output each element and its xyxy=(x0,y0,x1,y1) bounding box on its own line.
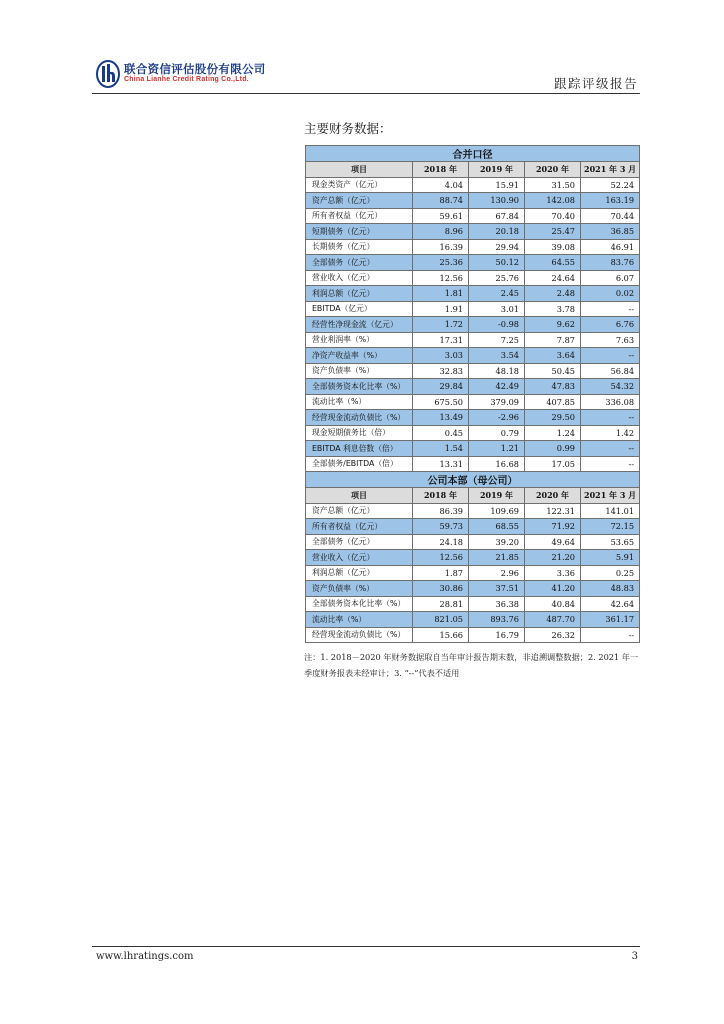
table-cell: -- xyxy=(581,456,640,472)
table-cell: 16.68 xyxy=(469,456,525,472)
table-cell: 40.84 xyxy=(525,596,581,612)
table-cell: 20.18 xyxy=(469,224,525,240)
column-header: 2020 年 xyxy=(525,162,581,178)
table-cell: 88.74 xyxy=(413,193,469,209)
table-row xyxy=(306,208,640,224)
table-cell: 49.64 xyxy=(525,534,581,550)
table-cell: 32.83 xyxy=(413,363,469,379)
table-cell: 46.91 xyxy=(581,239,640,255)
table-cell: 142.08 xyxy=(525,193,581,209)
row-label: 全部债务资本化比率（%） xyxy=(306,379,413,395)
table-cell: 50.45 xyxy=(525,363,581,379)
table-cell: 41.20 xyxy=(525,581,581,597)
row-label: 资产负债率（%） xyxy=(306,363,413,379)
table-row xyxy=(306,363,640,379)
row-label: 经营现金流动负债比（%） xyxy=(306,410,413,426)
table-cell: 12.56 xyxy=(413,550,469,566)
table-cell: 9.62 xyxy=(525,317,581,333)
table-cell: 21.20 xyxy=(525,550,581,566)
row-label: 利润总额（亿元） xyxy=(306,286,413,302)
table-cell: 29.84 xyxy=(413,379,469,395)
table-cell: 2.45 xyxy=(469,286,525,302)
table-cell: 48.83 xyxy=(581,581,640,597)
table-row xyxy=(306,177,640,193)
row-label: 资产负债率（%） xyxy=(306,581,413,597)
column-header: 2019 年 xyxy=(469,488,525,504)
consolidated-header-row xyxy=(306,162,640,178)
table-cell: 50.12 xyxy=(469,255,525,271)
row-label: 资产总额（亿元） xyxy=(306,503,413,519)
row-label: 经营现金流动负债比（%） xyxy=(306,627,413,643)
row-label: 现金类资产（亿元） xyxy=(306,177,413,193)
lianhe-logo-icon xyxy=(96,60,120,88)
row-label: 所有者权益（亿元） xyxy=(306,519,413,535)
table-row xyxy=(306,255,640,271)
table-cell: 72.15 xyxy=(581,519,640,535)
column-header: 2021 年 3 月 xyxy=(581,162,640,178)
column-header: 2020 年 xyxy=(525,488,581,504)
table-cell: 13.31 xyxy=(413,456,469,472)
table-row xyxy=(306,394,640,410)
table-cell: 0.25 xyxy=(581,565,640,581)
table-cell: 25.36 xyxy=(413,255,469,271)
table-cell: 24.64 xyxy=(525,270,581,286)
table-cell: -2.96 xyxy=(469,410,525,426)
table-cell: 24.18 xyxy=(413,534,469,550)
parent-title: 公司本部（母公司） xyxy=(306,472,640,488)
table-row xyxy=(306,612,640,628)
table-cell: 37.51 xyxy=(469,581,525,597)
section-title: 主要财务数据： xyxy=(304,121,392,136)
table-cell: 109.69 xyxy=(469,503,525,519)
row-label: 营业收入（亿元） xyxy=(306,550,413,566)
report-type: 跟踪评级报告 xyxy=(553,76,638,91)
table-cell: 163.19 xyxy=(581,193,640,209)
table-cell: -- xyxy=(581,410,640,426)
row-label: 经营性净现金流（亿元） xyxy=(306,317,413,333)
row-label: 利润总额（亿元） xyxy=(306,565,413,581)
row-label: 全部债务（亿元） xyxy=(306,534,413,550)
column-header: 项目 xyxy=(306,488,413,504)
financial-data-table xyxy=(305,145,640,643)
column-header: 2018 年 xyxy=(413,162,469,178)
table-cell: 7.87 xyxy=(525,332,581,348)
table-row xyxy=(306,332,640,348)
column-header: 项目 xyxy=(306,162,413,178)
table-cell: 2.48 xyxy=(525,286,581,302)
table-cell: 31.50 xyxy=(525,177,581,193)
column-header: 2018 年 xyxy=(413,488,469,504)
footer-url: www.lhratings.com xyxy=(96,951,194,962)
table-cell: 3.36 xyxy=(525,565,581,581)
row-label: 流动比率（%） xyxy=(306,612,413,628)
row-label: 长期债务（亿元） xyxy=(306,239,413,255)
table-cell: 53.65 xyxy=(581,534,640,550)
table-row xyxy=(306,301,640,317)
table-row xyxy=(306,565,640,581)
table-cell: 25.76 xyxy=(469,270,525,286)
table-cell: 1.91 xyxy=(413,301,469,317)
table-cell: 0.99 xyxy=(525,441,581,457)
table-cell: 821.05 xyxy=(413,612,469,628)
table-cell: 36.38 xyxy=(469,596,525,612)
table-cell: 47.83 xyxy=(525,379,581,395)
table-cell: 86.39 xyxy=(413,503,469,519)
table-row xyxy=(306,239,640,255)
financial-data-table-wrapper xyxy=(305,145,639,643)
table-cell: 3.01 xyxy=(469,301,525,317)
table-cell: 0.02 xyxy=(581,286,640,302)
table-cell: 130.90 xyxy=(469,193,525,209)
table-cell: 675.50 xyxy=(413,394,469,410)
table-cell: 59.61 xyxy=(413,208,469,224)
table-cell: 3.54 xyxy=(469,348,525,364)
table-cell: 64.55 xyxy=(525,255,581,271)
table-row xyxy=(306,441,640,457)
table-cell: 39.08 xyxy=(525,239,581,255)
table-cell: 3.64 xyxy=(525,348,581,364)
table-cell: 15.91 xyxy=(469,177,525,193)
table-cell: 7.63 xyxy=(581,332,640,348)
table-row xyxy=(306,550,640,566)
column-header: 2019 年 xyxy=(469,162,525,178)
table-cell: 52.24 xyxy=(581,177,640,193)
company-name-en: China Lianhe Credit Rating Co.,Ltd. xyxy=(124,76,249,83)
table-row xyxy=(306,519,640,535)
row-label: 所有者权益（亿元） xyxy=(306,208,413,224)
table-cell: 42.49 xyxy=(469,379,525,395)
table-cell: 3.78 xyxy=(525,301,581,317)
table-cell: 12.56 xyxy=(413,270,469,286)
table-cell: 5.91 xyxy=(581,550,640,566)
row-label: 全部债务资本化比率（%） xyxy=(306,596,413,612)
table-cell: 39.20 xyxy=(469,534,525,550)
table-cell: 0.79 xyxy=(469,425,525,441)
table-cell: 48.18 xyxy=(469,363,525,379)
table-cell: 13.49 xyxy=(413,410,469,426)
header-divider xyxy=(92,93,640,94)
page-number: 3 xyxy=(631,951,638,962)
company-name-cn: 联合资信评估股份有限公司 xyxy=(124,62,266,76)
table-cell: 17.05 xyxy=(525,456,581,472)
table-cell: 29.94 xyxy=(469,239,525,255)
table-row xyxy=(306,627,640,643)
table-cell: 4.04 xyxy=(413,177,469,193)
table-note: 注：1. 2018－2020 年财务数据取自当年审计报告期末数，非追溯调整数据；2. 2021 年一季度财务报表未经审计；3. “--”代表不适用 xyxy=(304,652,639,678)
parent-header-row xyxy=(306,488,640,504)
table-cell: 28.81 xyxy=(413,596,469,612)
row-label: EBITDA（亿元） xyxy=(306,301,413,317)
company-logo xyxy=(96,60,286,90)
row-label: 全部债务（亿元） xyxy=(306,255,413,271)
row-label: 现金短期债务比（倍） xyxy=(306,425,413,441)
table-row xyxy=(306,286,640,302)
row-label: 营业收入（亿元） xyxy=(306,270,413,286)
table-cell: 17.31 xyxy=(413,332,469,348)
table-cell: 26.32 xyxy=(525,627,581,643)
row-label: 资产总额（亿元） xyxy=(306,193,413,209)
table-cell: 1.87 xyxy=(413,565,469,581)
table-cell: 25.47 xyxy=(525,224,581,240)
consolidated-title-row xyxy=(306,146,640,162)
table-cell: 59.73 xyxy=(413,519,469,535)
table-cell: 36.85 xyxy=(581,224,640,240)
table-row xyxy=(306,534,640,550)
table-cell: -- xyxy=(581,348,640,364)
table-cell: -- xyxy=(581,301,640,317)
table-cell: 361.17 xyxy=(581,612,640,628)
table-cell: 67.84 xyxy=(469,208,525,224)
table-row xyxy=(306,270,640,286)
table-cell: 68.55 xyxy=(469,519,525,535)
table-cell: -- xyxy=(581,627,640,643)
row-label: 短期债务（亿元） xyxy=(306,224,413,240)
table-cell: 83.76 xyxy=(581,255,640,271)
table-cell: 893.76 xyxy=(469,612,525,628)
table-cell: 487.70 xyxy=(525,612,581,628)
table-cell: 336.08 xyxy=(581,394,640,410)
table-row xyxy=(306,456,640,472)
table-cell: 1.72 xyxy=(413,317,469,333)
column-header: 2021 年 3 月 xyxy=(581,488,640,504)
table-cell: 29.50 xyxy=(525,410,581,426)
table-row xyxy=(306,503,640,519)
table-cell: 71.92 xyxy=(525,519,581,535)
parent-title-row xyxy=(306,472,640,488)
row-label: 净资产收益率（%） xyxy=(306,348,413,364)
row-label: EBITDA 利息倍数（倍） xyxy=(306,441,413,457)
table-cell: 2.96 xyxy=(469,565,525,581)
table-cell: 15.66 xyxy=(413,627,469,643)
table-cell: 7.25 xyxy=(469,332,525,348)
table-cell: 1.54 xyxy=(413,441,469,457)
table-cell: 8.96 xyxy=(413,224,469,240)
table-cell: 0.45 xyxy=(413,425,469,441)
table-cell: 6.07 xyxy=(581,270,640,286)
table-cell: 6.76 xyxy=(581,317,640,333)
table-cell: 1.21 xyxy=(469,441,525,457)
table-row xyxy=(306,581,640,597)
table-cell: 42.64 xyxy=(581,596,640,612)
table-row xyxy=(306,317,640,333)
table-cell: 141.01 xyxy=(581,503,640,519)
table-cell: 16.39 xyxy=(413,239,469,255)
table-cell: 16.79 xyxy=(469,627,525,643)
table-cell: 1.81 xyxy=(413,286,469,302)
row-label: 流动比率（%） xyxy=(306,394,413,410)
table-row xyxy=(306,596,640,612)
table-cell: 3.03 xyxy=(413,348,469,364)
consolidated-title: 合并口径 xyxy=(306,146,640,162)
table-cell: -0.98 xyxy=(469,317,525,333)
table-cell: 54.32 xyxy=(581,379,640,395)
table-cell: 21.85 xyxy=(469,550,525,566)
table-row xyxy=(306,193,640,209)
table-cell: 56.84 xyxy=(581,363,640,379)
table-cell: 122.31 xyxy=(525,503,581,519)
table-row xyxy=(306,348,640,364)
table-row xyxy=(306,425,640,441)
footer-divider xyxy=(92,946,640,947)
table-row xyxy=(306,410,640,426)
table-cell: 30.86 xyxy=(413,581,469,597)
table-cell: 407.85 xyxy=(525,394,581,410)
table-row xyxy=(306,379,640,395)
table-cell: -- xyxy=(581,441,640,457)
table-row xyxy=(306,224,640,240)
table-cell: 1.42 xyxy=(581,425,640,441)
table-cell: 1.24 xyxy=(525,425,581,441)
table-cell: 70.44 xyxy=(581,208,640,224)
row-label: 营业利润率（%） xyxy=(306,332,413,348)
row-label: 全部债务/EBITDA（倍） xyxy=(306,456,413,472)
table-cell: 70.40 xyxy=(525,208,581,224)
table-cell: 379.09 xyxy=(469,394,525,410)
